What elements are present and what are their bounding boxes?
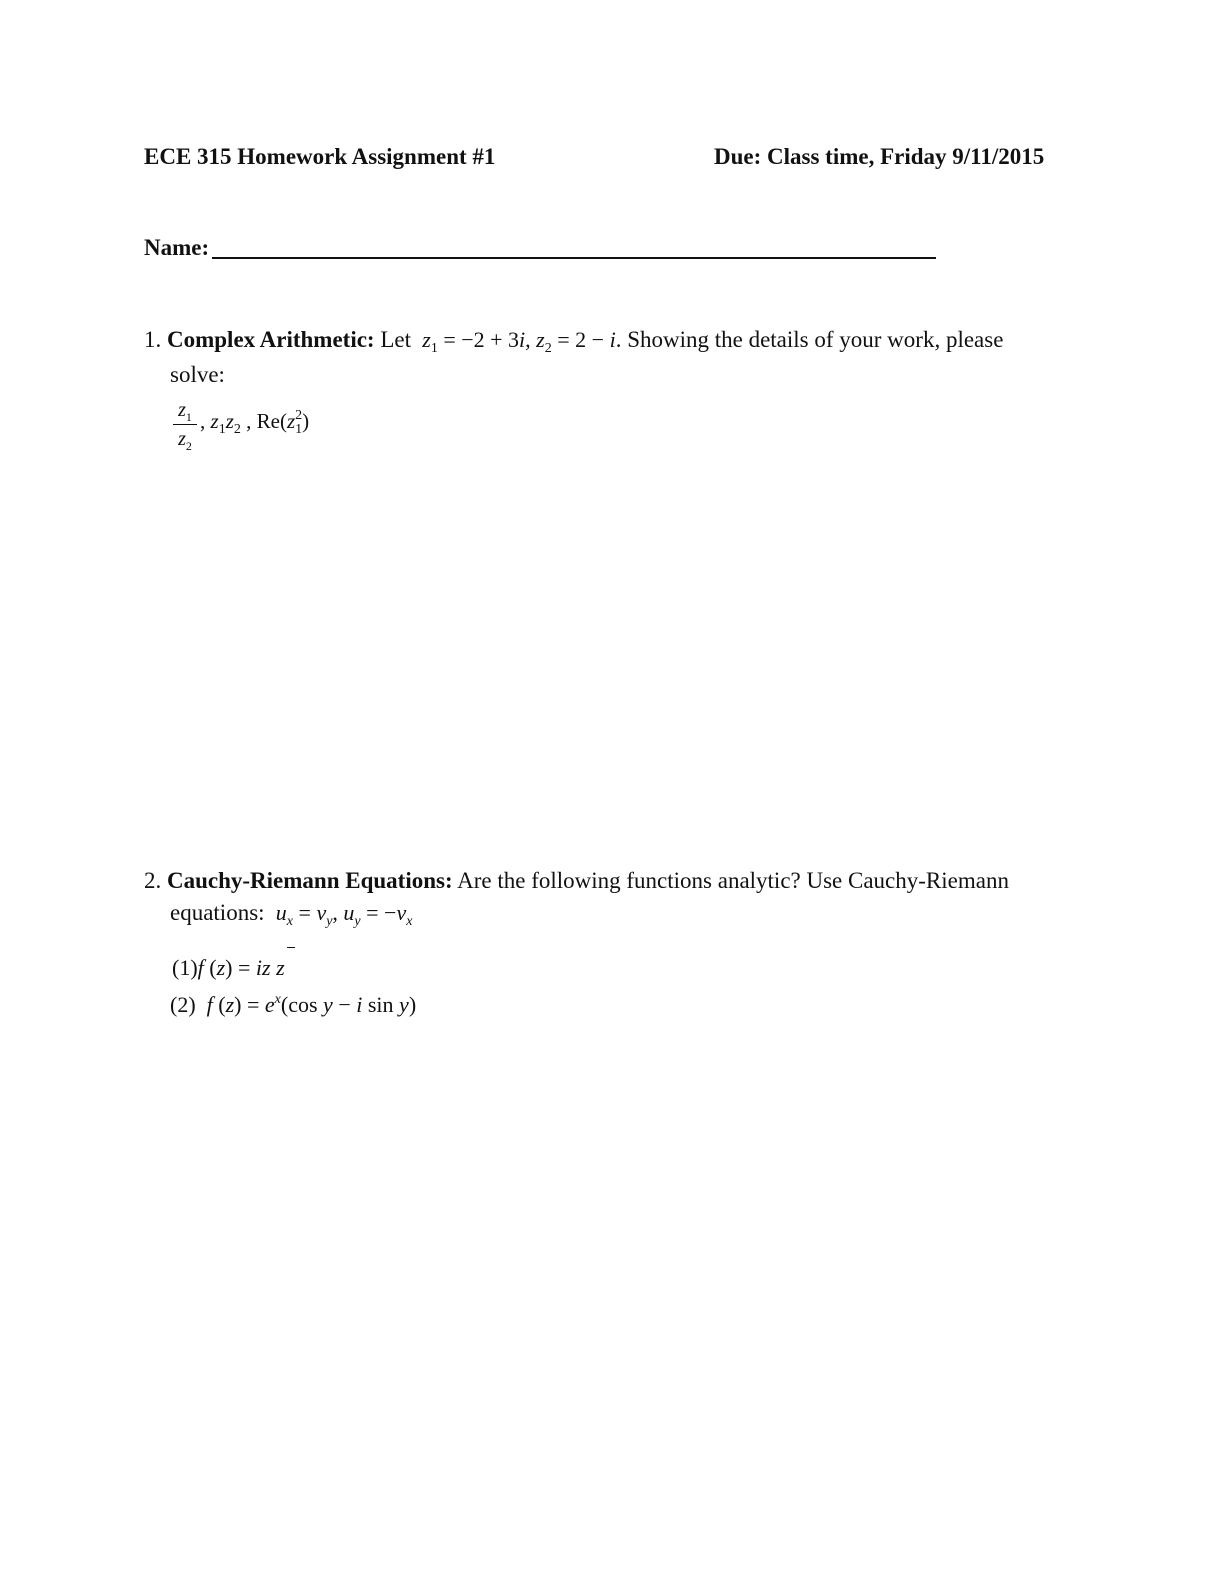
problem-1-number: 1. [144, 327, 162, 352]
conjugate-bar [287, 947, 295, 948]
problem-2-heading: Cauchy-Riemann Equations: [167, 868, 453, 893]
problem-2-part-2: (2) f $(z) = e^x(\cos$ y − i sin y) [170, 992, 417, 1017]
problem-2-line-2 [170, 900, 412, 930]
part-2-label: (2) [170, 992, 196, 1017]
problem-2-text-1: Are the following functions analytic? Use Cauchy-Riemann [457, 868, 1009, 893]
problem-1-expressions: , $z_1z_2$ , $Re(z_1^2)$ [200, 408, 310, 437]
problem-1-line-2: solve: [170, 362, 225, 387]
problem-2-part-1: (1)f (z) = iz z [172, 955, 285, 980]
problem-1-text-before: Let [380, 327, 411, 352]
name-label: Name: [144, 235, 210, 260]
quotient-fraction: $z_1$ $z_2$ [172, 398, 198, 451]
cauchy-riemann-equations: $u_x = v_y$, $u_y = -v_x$ [275, 900, 413, 929]
problem-2-number: 2. [144, 868, 162, 893]
due-date: Due: Class time, Friday 9/11/2015 [714, 144, 1045, 169]
problem-1-heading: Complex Arithmetic: [167, 327, 375, 352]
part-1-label: (1) [172, 955, 198, 980]
assignment-title: ECE 315 Homework Assignment #1 [144, 144, 496, 169]
problem-1-math-definition: $z_1 = -2 + 3i$, $z_2 = 2 - i$ [422, 327, 616, 356]
problem-2-line-1 [144, 868, 1009, 894]
problem-2-text-2: equations: [170, 900, 265, 925]
name-blank-line [212, 257, 936, 259]
problem-1-text-after: . Showing the details of your work, please [615, 327, 1004, 352]
problem-1-line-1 [144, 327, 1003, 357]
